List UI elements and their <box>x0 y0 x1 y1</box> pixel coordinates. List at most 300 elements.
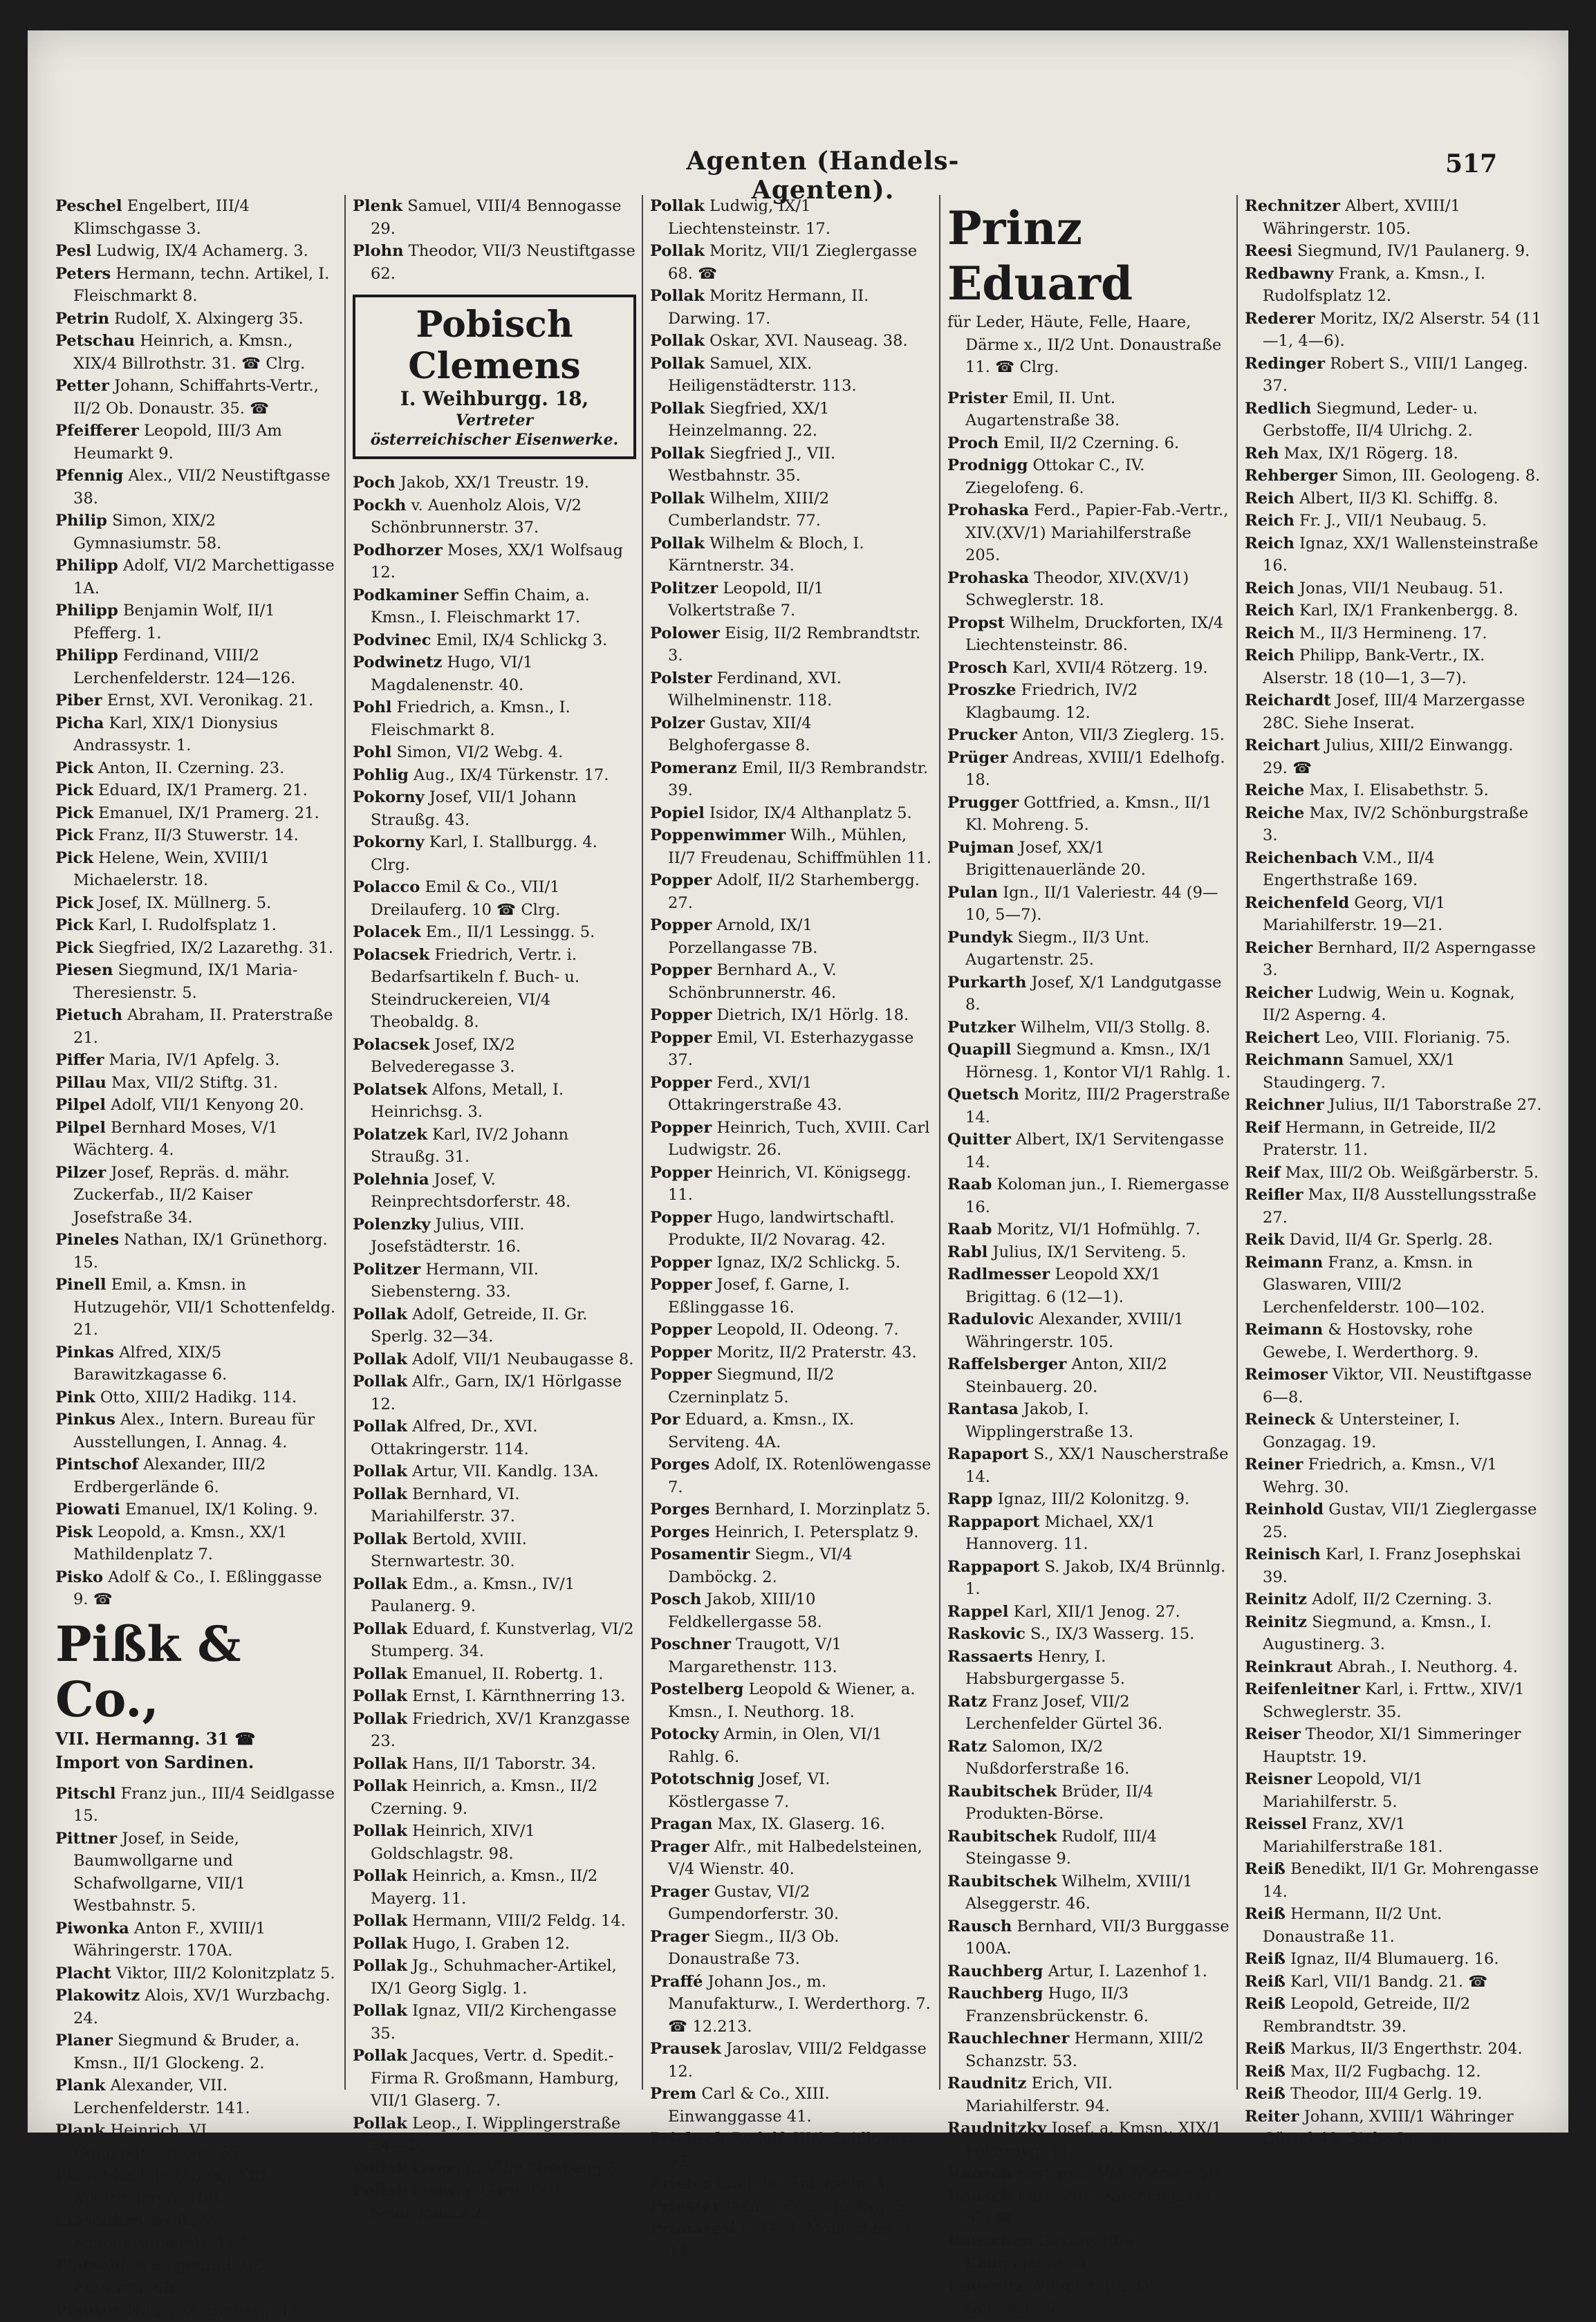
entry-surname: Reich <box>1245 489 1295 508</box>
directory-entry: Pollak Leop., I. Wipplingerstraße 24—26. <box>353 2114 621 2155</box>
entry-surname: Pilpel <box>55 1096 106 1114</box>
entry-surname: Pilzer <box>55 1163 106 1182</box>
entry-surname: Polenzky <box>353 1215 431 1234</box>
entry-surname: Reiter <box>1245 2107 1299 2126</box>
directory-entry: Reiß Markus, II/3 Engerthstr. 204. <box>1245 2040 1523 2058</box>
directory-entry: Rapp Ignaz, III/2 Kolonitzg. 9. <box>947 1490 1190 1508</box>
directory-entry: Politzer Leopold, II/1 Volkertstraße 7. <box>650 579 824 620</box>
directory-entry: Plaschkes Jakob, V. Schönbrunnerstr. 112. <box>55 2211 252 2252</box>
directory-entry: Pilpel Bernhard Moses, V/1 Wächterg. 4. <box>55 1118 278 1159</box>
directory-entry: Praffé Johann Jos., m. Manufakturw., I. Werderthorg. 7. ☎ 12.213. <box>650 1972 931 2036</box>
directory-entry: Reinhold Gustav, VII/1 Zieglergasse 25. <box>1245 1501 1537 1541</box>
directory-entry: Plank Alexander, VII. Lerchenfelderstr. 141. <box>55 2077 250 2117</box>
entry-surname: Reif <box>1245 1163 1281 1182</box>
column-divider <box>939 195 940 2090</box>
entry-surname: Placht <box>55 1964 111 1982</box>
entry-surname: Putzker <box>947 1018 1016 1037</box>
entry-surname: Rantasa <box>947 1400 1019 1418</box>
directory-entry: Pick Josef, IX. Müllnerg. 5. <box>55 893 272 912</box>
directory-entry: Reichenbach V.M., II/4 Engerthstraße 169. <box>1245 848 1435 889</box>
entry-surname: Pollak <box>650 354 705 373</box>
directory-entry: Potocky Armin, in Olen, VI/1 Rahlg. 6. <box>650 1725 882 1766</box>
entry-surname: Pulan <box>947 883 999 902</box>
directory-entry: Pollak Emanuel, II. Robertg. 1. <box>353 1664 604 1683</box>
entry-surname: Pinell <box>55 1276 106 1294</box>
directory-entry: Popper Dietrich, IX/1 Hörlg. 18. <box>650 1006 909 1024</box>
entry-surname: Raubitschek <box>947 1782 1057 1801</box>
directory-entry: Reinkraut Abrah., I. Neuthorg. 4. <box>1245 1657 1518 1676</box>
entry-surname: Priebsch <box>650 2130 727 2148</box>
directory-entry: Polster Ferdinand, XVI. Wilhelminenstr. 118. <box>650 669 842 709</box>
directory-entry: Porges Heinrich, I. Petersplatz 9. <box>650 1523 919 1541</box>
entry-surname: Pragan <box>650 1815 713 1833</box>
entry-surname: Popper <box>650 1208 712 1227</box>
entry-surname: Raudnitz <box>947 2074 1027 2092</box>
entry-surname: Reif <box>1245 1118 1281 1137</box>
entry-surname: Pick <box>55 826 93 844</box>
entry-surname: Petrin <box>55 309 110 328</box>
directory-entry: Rappel Karl, XII/1 Jenog. 27. <box>947 1602 1180 1621</box>
directory-entry: Pollak Siegfried, XX/1 Heinzelmanng. 22. <box>650 399 830 440</box>
directory-entry: Pitschl Franz jun., III/4 Seidlgasse 15. <box>55 1784 335 1825</box>
entry-surname: Popper <box>650 1073 712 1092</box>
directory-entry: Radulovic Alexander, XVIII/1 Währingerstr. 105. <box>947 1310 1184 1351</box>
entry-surname: Rausch <box>947 2164 1012 2182</box>
directory-entry: Reichner Julius, II/1 Taborstraße 27. <box>1245 1096 1542 1114</box>
entry-surname: Pintschof <box>55 1456 139 1474</box>
entry-surname: Prucker <box>947 726 1018 744</box>
entry-surname: Pollak <box>353 1462 407 1480</box>
directory-entry: Reinisch Karl, I. Franz Josephskai 39. <box>1245 1545 1521 1586</box>
directory-entry: Reimann Franz, a. Kmsn. in Glaswaren, VIII/2 Lerchenfelderstr. 100—102. <box>1245 1253 1485 1317</box>
directory-entry: Pesl Ludwig, IX/4 Achamerg. 3. <box>55 242 308 260</box>
directory-entry: Prager Alfr., mit Halbedelsteinen, V/4 Wienstr. 40. <box>650 1837 922 1878</box>
entry-surname: Pollak <box>353 1373 407 1391</box>
entry-surname: Pollak <box>353 1530 407 1548</box>
prinz-advertisement <box>947 201 1231 379</box>
entry-surname: Pittner <box>55 1829 118 1848</box>
directory-entry: Pockh v. Auenholz Alois, V/2 Schönbrunnerstr. 37. <box>353 496 582 537</box>
directory-entry: Pick Siegfried, IX/2 Lazarethg. 31. <box>55 938 333 957</box>
entry-surname: Rechnitzer <box>1245 197 1340 215</box>
directory-entry: Pittner Josef, in Seide, Baumwollgarne und Schafwollgarne, VII/1 Westbahnstr. 5. <box>55 1829 246 1915</box>
entry-surname: Pollak <box>353 1619 407 1638</box>
pobisch-ad-line1: Vertreter <box>455 411 534 429</box>
directory-entry: Reichart Julius, XIII/2 Einwangg. 29. ☎ <box>1245 736 1514 777</box>
entry-surname: Reinitz <box>1245 1590 1308 1608</box>
directory-entry: Reiß Leopold, Getreide, II/2 Rembrandtstr. 39. <box>1245 1995 1471 2036</box>
entry-surname: Poch <box>353 474 396 492</box>
entry-surname: Reich <box>1245 602 1295 620</box>
directory-entry: Reh Max, IX/1 Rögerg. 18. <box>1245 444 1458 463</box>
entry-surname: Reich <box>1245 512 1295 530</box>
entry-surname: Rauchberg <box>947 1985 1043 2003</box>
entry-surname: Rappel <box>947 1602 1009 1621</box>
entry-list <box>55 195 339 1611</box>
directory-entry: Pokorny Karl, I. Stallburgg. 4. Clrg. <box>353 833 597 874</box>
directory-entry: Pototschnig Josef, VI. Köstlergasse 7. <box>650 1770 831 1811</box>
directory-entry: Podhorzer Moses, XX/1 Wolfsaug 12. <box>353 541 623 582</box>
directory-entry: Pollak Ignaz, VII/2 Kirchengasse 35. <box>353 2002 617 2043</box>
entry-surname: Reichert <box>1245 1028 1320 1047</box>
entry-surname: Pick <box>55 938 93 957</box>
directory-entry: Popper Moritz, II/2 Praterstr. 43. <box>650 1343 917 1362</box>
entry-surname: Piber <box>55 691 102 709</box>
entry-surname: Reiß <box>1245 1995 1286 2013</box>
directory-entry: Pick Franz, II/3 Stuwerstr. 14. <box>55 826 299 844</box>
directory-entry: Pollak Bernhard, VI. Mariahilferstr. 37. <box>353 1485 520 1525</box>
entry-surname: Petter <box>55 377 109 395</box>
entry-surname: Rauchberg <box>947 1962 1043 1980</box>
entry-surname: Porges <box>650 1523 710 1541</box>
directory-entry: Rassaerts Henry, I. Habsburgergasse 5. <box>947 1647 1125 1688</box>
entry-surname: Poppenwimmer <box>650 826 786 844</box>
entry-surname: Pollak <box>353 1912 407 1930</box>
entry-surname: Pollak <box>353 1350 407 1368</box>
entry-surname: Pick <box>55 916 93 934</box>
directory-entry: Peschel Engelbert, III/4 Klimschgasse 3. <box>55 197 250 238</box>
directory-entry: Pollak Moritz, VII/1 Zieglergasse 68. ☎ <box>650 242 918 283</box>
entry-surname: Posamentir <box>650 1545 750 1563</box>
entry-surname: Reisner <box>1245 1770 1312 1788</box>
entry-surname: Raffelsberger <box>947 1355 1067 1373</box>
entry-surname: Prohaska <box>947 501 1030 519</box>
entry-surname: Raudnitzky <box>947 2119 1047 2137</box>
entry-surname: Popiel <box>650 804 705 822</box>
entry-surname: Reinhold <box>1245 1501 1324 1518</box>
directory-entry: Pollak Alfred, Dr., XVI. Ottakringerstr. 114. <box>353 1418 538 1458</box>
pobisch-ad-name: Pobisch Clemens <box>408 304 581 387</box>
directory-entry: Politzer Hermann, VII. Siebensterng. 33. <box>353 1260 539 1301</box>
directory-entry: Reiche Max, IV/2 Schönburgstraße 3. <box>1245 804 1529 844</box>
directory-entry: Pollak Artur, VII. Kandlg. 13A. <box>353 1462 599 1480</box>
entry-surname: Reimann <box>1245 1253 1324 1272</box>
entry-surname: Plank <box>55 2077 106 2095</box>
directory-entry: Petter Johann, Schiffahrts-Vertr., II/2 Ob. Donaustr. 35. ☎ <box>55 377 319 418</box>
entry-surname: Pollak <box>650 242 705 260</box>
entry-surname: Petschau <box>55 332 136 350</box>
directory-entry: Polatzek Karl, IV/2 Johann Straußg. 31. <box>353 1125 569 1166</box>
directory-entry: Purkarth Josef, X/1 Landgutgasse 8. <box>947 973 1222 1014</box>
directory-entry: Piowati Emanuel, IX/1 Koling. 9. <box>55 1501 318 1518</box>
entry-surname: Popper <box>650 1163 712 1182</box>
entry-surname: Politzer <box>650 579 718 597</box>
entry-surname: Rassaerts <box>947 1647 1033 1666</box>
directory-entry: Pollak Jg., Schuhmacher-Artikel, IX/1 Georg Siglg. 1. <box>353 1957 617 1998</box>
directory-entry: Planer Siegmund & Bruder, a. Kmsn., II/1 Glockeng. 2. <box>55 2032 300 2072</box>
directory-entry: Rehberger Simon, III. Geologeng. 8. <box>1245 467 1541 485</box>
directory-entry: Pietuch Abraham, II. Praterstraße 21. <box>55 1006 333 1047</box>
entry-surname: Reimann <box>1245 1321 1324 1339</box>
directory-entry: Reinitz Adolf, II/2 Czerning. 3. <box>1245 1590 1492 1608</box>
entry-surname: Popper <box>650 1366 712 1384</box>
column-divider <box>1236 195 1238 2090</box>
directory-entry: Philipp Ferdinand, VIII/2 Lerchenfelderstr. 124—126. <box>55 647 296 687</box>
directory-entry: Reif Hermann, in Getreide, II/2 Praterstr. 11. <box>1245 1118 1496 1159</box>
directory-entry: Propst Wilhelm, Druckforten, IX/4 Liechtensteinstr. 86. <box>947 613 1224 654</box>
entry-surname: Proszke <box>947 681 1017 699</box>
directory-entry: Plautus Hugo, IX. Binderg. 11. <box>55 2301 306 2319</box>
entry-surname: Raskovic <box>947 1625 1026 1643</box>
entry-surname: Rauschen <box>947 2231 1034 2250</box>
entry-surname: Podhorzer <box>353 541 443 559</box>
entry-surname: Reik <box>1245 1231 1285 1249</box>
page-header <box>28 134 1568 205</box>
entry-surname: Pollak <box>353 2182 407 2200</box>
entry-surname: Pockh <box>353 496 407 514</box>
directory-entry: Popper Leopold, II. Odeong. 7. <box>650 1321 899 1339</box>
directory-entry: Pick Karl, I. Rudolfsplatz 1. <box>55 916 277 934</box>
directory-entry: Piwonka Anton F., XVIII/1 Währingerstr. 170A. <box>55 1919 266 1960</box>
pisk-ad-address: VII. Hermanng. 31 ☎ <box>55 1728 256 1749</box>
directory-entry: Reiß Hermann, II/2 Unt. Donaustraße 11. <box>1245 1905 1442 1946</box>
directory-entry: Raubitschek Wilhelm, XVIII/1 Alseggerstr. 46. <box>947 1872 1193 1913</box>
directory-entry: Ratz Salomon, IX/2 Nußdorferstraße 16. <box>947 1737 1130 1778</box>
directory-entry: Reif Max, III/2 Ob. Weißgärberstr. 5. <box>1245 1163 1539 1182</box>
directory-entry: Polzer Gustav, XII/4 Belghofergasse 8. <box>650 714 812 754</box>
entry-surname: Pollak <box>353 1485 407 1503</box>
entry-surname: Pollak <box>353 2114 407 2133</box>
directory-entry: Pulan Ign., II/1 Valeriestr. 44 (9—10, 5—7). <box>947 883 1218 924</box>
entry-surname: Pollak <box>353 1822 407 1840</box>
entry-surname: Philip <box>55 512 107 530</box>
directory-entry: Rabl Julius, IX/1 Serviteng. 5. <box>947 1243 1187 1261</box>
entry-surname: Pollak <box>353 1709 407 1728</box>
entry-surname: Reichmann <box>1245 1051 1344 1069</box>
pisk-ad-name: Pißk & Co., <box>55 1615 241 1728</box>
directory-entry: Por Eduard, a. Kmsn., IX. Serviteng. 4A. <box>650 1411 855 1451</box>
pisk-advertisement <box>55 1617 339 1774</box>
entry-surname: Pillau <box>55 1073 106 1092</box>
entry-surname: Proch <box>947 434 999 452</box>
directory-entry: Pollak Heinrich, a. Kmsn., II/2 Mayerg. 11. <box>353 1867 598 1908</box>
directory-entry: Pragan Max, IX. Glaserg. 16. <box>650 1815 885 1833</box>
directory-entry: Philipp Benjamin Wolf, II/1 Pfefferg. 1. <box>55 602 275 642</box>
entry-surname: Reichner <box>1245 1096 1324 1114</box>
directory-entry: Pundyk Siegm., II/3 Unt. Augartenstr. 25. <box>947 928 1150 969</box>
entry-surname: Propst <box>947 613 1005 632</box>
entry-surname: Pollak <box>353 2002 407 2020</box>
entry-surname: Prager <box>650 1837 709 1856</box>
directory-entry: Popper Ferd., XVI/1 Ottakringerstraße 43. <box>650 1073 842 1114</box>
entry-surname: Reimoser <box>1245 1366 1328 1384</box>
entry-surname: Pollak <box>353 1754 407 1773</box>
entry-surname: Pollak <box>650 534 705 552</box>
entry-surname: Reicher <box>1245 938 1313 957</box>
entry-surname: Philipp <box>55 647 118 665</box>
directory-entry: Ratz Franz Josef, VII/2 Lerchenfelder Gürtel 36. <box>947 1692 1163 1733</box>
directory-entry: Pokorny Josef, VII/1 Johann Straußg. 43. <box>353 788 577 829</box>
directory-entry: Rausch Karl, VII/1 Kirchengasse 32. ☎ <box>947 2186 1212 2227</box>
directory-entry: Rausnitz Wilhelm, II/2 Ob. Donaustr. 9. <box>947 2276 1164 2317</box>
directory-entry: Pinkas Alfred, XIX/5 Barawitzkagasse 6. <box>55 1343 228 1384</box>
directory-entry: Quitter Albert, IX/1 Servitengasse 14. <box>947 1131 1224 1171</box>
directory-entry: Rauschen Gustav, III/4 Khunngasse 14. <box>947 2231 1135 2272</box>
directory-entry: Pohl Friedrich, a. Kmsn., I. Fleischmarkt 8. <box>353 698 570 739</box>
prinz-ad-text: für Leder, Häute, Felle, Haare, Därme x., II/2 Unt. Donaustraße 11. ☎ Clrg. <box>947 313 1222 376</box>
directory-entry: Prager Siegm., II/3 Ob. Donaustraße 73. <box>650 1927 839 1968</box>
entry-surname: Raubitschek <box>947 1827 1057 1846</box>
entry-surname: Reichart <box>1245 736 1320 754</box>
directory-entry: Reisner Leopold, VI/1 Mariahilferstr. 5. <box>1245 1770 1423 1811</box>
directory-entry: Reichardt Josef, III/4 Marzergasse 28C. Siehe Inserat. <box>1245 691 1525 732</box>
entry-surname: Redinger <box>1245 354 1326 373</box>
directory-entry: Reimann & Hostovsky, rohe Gewebe, I. Werderthorg. 9. <box>1245 1321 1479 1362</box>
directory-entry: Popper Heinrich, Tuch, XVIII. Carl Ludwigstr. 26. <box>650 1118 930 1159</box>
directory-entry: Polacco Emil & Co., VII/1 Dreilauferg. 10 ☎ Clrg. <box>353 878 561 919</box>
entry-surname: Pollak <box>353 1664 407 1683</box>
directory-entry: Reichmann Samuel, XX/1 Staudingerg. 7. <box>1245 1051 1456 1092</box>
directory-entry: Petrin Rudolf, X. Alxingerg 35. <box>55 309 304 328</box>
entry-surname: Reiche <box>1245 781 1305 799</box>
directory-entry: Placht Viktor, III/2 Kolonitzplatz 5. <box>55 1964 335 1982</box>
entry-surname: Pototschnig <box>650 1770 755 1788</box>
directory-entry: Redinger Robert S., VIII/1 Langeg. 37. <box>1245 354 1528 395</box>
prinz-ad-name: Prinz Eduard <box>947 201 1133 310</box>
directory-entry: Reiter Johann, XVIII/1 Währinger Gürtel 49. Siehe Inserat. <box>1245 2107 1514 2148</box>
entry-surname: Polacsek <box>353 1035 430 1054</box>
directory-entry: Pineles Nathan, IX/1 Grünethorg. 15. <box>55 1231 328 1272</box>
column-3 <box>650 195 934 2260</box>
entry-surname: Polzer <box>650 714 705 732</box>
entry-surname: Pollak <box>353 1957 407 1975</box>
directory-entry: Pohlig Aug., IX/4 Türkenstr. 17. <box>353 765 609 784</box>
entry-surname: Ratz <box>947 1737 987 1756</box>
entry-surname: Reichenbach <box>1245 848 1358 867</box>
directory-entry: Raubitschek Brüder, II/4 Produkten-Börse. <box>947 1782 1153 1823</box>
directory-entry: Pujman Josef, XX/1 Brigittenauerlände 20. <box>947 838 1146 879</box>
directory-entry: Popper Hugo, landwirtschaftl. Produkte, II/2 Novarag. 42. <box>650 1208 895 1249</box>
directory-entry: Pollak Ernst, I. Kärnthnerring 13. <box>353 1687 626 1705</box>
directory-entry: Postelberg Leopold & Wiener, a. Kmsn., I. Neuthorg. 18. <box>650 1680 916 1721</box>
entry-list <box>353 472 636 2225</box>
entry-surname: Pohlig <box>353 765 409 784</box>
directory-entry: Pollak Heinrich, XIV/1 Goldschlagstr. 98. <box>353 1822 535 1863</box>
directory-entry: Pfeifferer Leopold, III/3 Am Heumarkt 9. <box>55 422 282 463</box>
entry-surname: Picha <box>55 714 104 732</box>
directory-entry: Rausch Karl sen., V/4 Wienstr. 59. <box>947 2164 1224 2182</box>
entry-surname: Reiß <box>1245 1905 1286 1923</box>
entry-surname: Planer <box>55 2032 113 2050</box>
entry-surname: Pokorny <box>353 833 425 851</box>
entry-surname: Raubitschek <box>947 1872 1057 1891</box>
entry-surname: Pesl <box>55 242 92 260</box>
entry-surname: Plenk <box>353 197 403 215</box>
directory-entry: Pollak Heinrich, a. Kmsn., II/2 Czerning. 9. <box>353 1777 598 1818</box>
entry-surname: Reiser <box>1245 1725 1301 1743</box>
directory-entry: Proch Emil, II/2 Czerning. 6. <box>947 434 1180 452</box>
entry-surname: Reiß <box>1245 1860 1286 1878</box>
directory-entry: Popper Bernhard A., V. Schönbrunnerstr. 46. <box>650 961 837 1002</box>
directory-entry: Rausch Bernhard, VII/3 Burggasse 100A. <box>947 1917 1230 1958</box>
directory-entry: Pillau Max, VII/2 Stiftg. 31. <box>55 1073 279 1092</box>
entry-surname: Popper <box>650 1006 712 1024</box>
directory-entry: Quetsch Moritz, III/2 Pragerstraße 14. <box>947 1086 1230 1126</box>
entry-surname: Rehberger <box>1245 467 1337 485</box>
directory-entry: Plakowitz Alois, XV/1 Wurzbachg. 24. <box>55 1987 331 2027</box>
entry-surname: Pinkus <box>55 1411 115 1429</box>
column-2 <box>353 195 636 2222</box>
entry-surname: Reiß <box>1245 2062 1286 2081</box>
directory-entry: Poch Jakob, XX/1 Treustr. 19. <box>353 474 589 492</box>
entry-surname: Quetsch <box>947 1086 1019 1104</box>
directory-entry: Priefer Emil, IX. Sobieskig. 4. <box>650 2175 891 2193</box>
entry-surname: Reesi <box>1245 242 1292 260</box>
entry-surname: Pineles <box>55 1231 120 1249</box>
directory-entry: Raubitschek Rudolf, III/4 Steingasse 9. <box>947 1827 1157 1868</box>
directory-entry: Proszke Friedrich, IV/2 Klagbaumg. 12. <box>947 681 1138 722</box>
directory-entry: Raab Koloman jun., I. Riemergasse 16. <box>947 1176 1230 1216</box>
entry-surname: Redlich <box>1245 399 1312 418</box>
entry-list <box>55 1783 339 2322</box>
directory-entry: Petschau Heinrich, a. Kmsn., XIX/4 Billrothstr. 31. ☎ Clrg. <box>55 332 306 373</box>
entry-surname: Polster <box>650 669 712 687</box>
column-5 <box>1245 195 1542 2148</box>
directory-entry: Reich Ignaz, XX/1 Wallensteinstraße 16. <box>1245 534 1539 575</box>
entry-surname: Pokorny <box>353 788 425 806</box>
entry-surname: Rabl <box>947 1243 988 1261</box>
directory-entry: Pinell Emil, a. Kmsn. in Hutzugehör, VII/1 Schottenfeldg. 21. <box>55 1276 336 1339</box>
directory-entry: Polacek Em., II/1 Lessingg. 5. <box>353 923 595 941</box>
directory-entry: Prister Emil, II. Unt. Augartenstraße 38. <box>947 389 1120 429</box>
directory-entry: Podvinec Emil, IX/4 Schlickg 3. <box>353 631 608 649</box>
directory-entry: Reichenfeld Georg, VI/1 Mariahilferstr. 19—21. <box>1245 893 1446 934</box>
directory-entry: Popper Adolf, II/2 Starhembergg. 27. <box>650 871 920 912</box>
entry-surname: Pick <box>55 804 93 822</box>
directory-entry: Rederer Moritz, IX/2 Alserstr. 54 (11—1, 4—6). <box>1245 309 1542 350</box>
entry-surname: Prem <box>650 2085 697 2103</box>
entry-surname: Prager <box>650 1882 709 1901</box>
entry-surname: Pollak <box>353 2159 407 2177</box>
entry-surname: Pollak <box>650 399 705 418</box>
directory-entry: Pollak Leopold, VII/4 Neubaug 5. <box>353 2159 622 2177</box>
entry-surname: Pohl <box>353 743 392 761</box>
entry-surname: Peschel <box>55 197 122 215</box>
entry-surname: Radlmesser <box>947 1265 1050 1283</box>
directory-entry: Polower Eisig, II/2 Rembrandtstr. 3. <box>650 624 921 665</box>
entry-surname: Pujman <box>947 838 1014 857</box>
directory-entry: Prager Gustav, VI/2 Gumpendorferstr. 30. <box>650 1882 839 1923</box>
entry-surname: Rausch <box>947 1917 1012 1935</box>
entry-surname: Reiß <box>1245 2040 1286 2058</box>
directory-entry: Priester Jakob, XX/2 Kluckyg. 5. <box>650 2197 911 2216</box>
directory-entry: Rauchberg Artur, I. Lazenhof 1. <box>947 1962 1207 1980</box>
entry-surname: Porges <box>650 1456 710 1474</box>
entry-surname: Pollak <box>353 1305 407 1323</box>
directory-entry: Polacsek Friedrich, Vertr. i. Bedarfsartikeln f. Buch- u. Steindruckereien, VI/4 Theobaldg. 8. <box>353 945 580 1031</box>
directory-entry: Pohl Simon, VI/2 Webg. 4. <box>353 743 564 761</box>
entry-surname: Posch <box>650 1590 702 1608</box>
entry-surname: Pick <box>55 781 93 799</box>
directory-entry: Prem Carl & Co., XIII. Einwanggasse 41. <box>650 2085 830 2126</box>
directory-entry: Piber Ernst, XVI. Veronikag. 21. <box>55 691 314 709</box>
directory-entry: Reik David, II/4 Gr. Sperlg. 28. <box>1245 1231 1493 1249</box>
directory-entry: Pollak Jacques, Vertr. d. Spedit.-Firma R. Großmann, Hamburg, VII/1 Glaserg. 7. <box>353 2047 620 2110</box>
entry-surname: Piffer <box>55 1051 104 1069</box>
pobisch-ad-address: I. Weihburgg. 18, <box>400 387 589 410</box>
directory-entry: Reifenleitner Karl, i. Frttw., XIV/1 Schweglerstr. 35. <box>1245 1680 1525 1721</box>
directory-entry: Reich Jonas, VII/1 Neubaug. 51. <box>1245 579 1504 597</box>
entry-list <box>353 195 636 285</box>
directory-entry: Reinitz Siegmund, a. Kmsn., I. Augustinerg. 3. <box>1245 1613 1492 1653</box>
entry-surname: Rapaport <box>947 1445 1029 1463</box>
entry-surname: Pomeranz <box>650 759 737 777</box>
directory-entry: Reineck & Untersteiner, I. Gonzagag. 19. <box>1245 1411 1460 1451</box>
entry-surname: Reiß <box>1245 2085 1286 2103</box>
entry-surname: Reicher <box>1245 983 1313 1002</box>
entry-surname: Popper <box>650 961 712 979</box>
entry-surname: Polacco <box>353 878 420 896</box>
